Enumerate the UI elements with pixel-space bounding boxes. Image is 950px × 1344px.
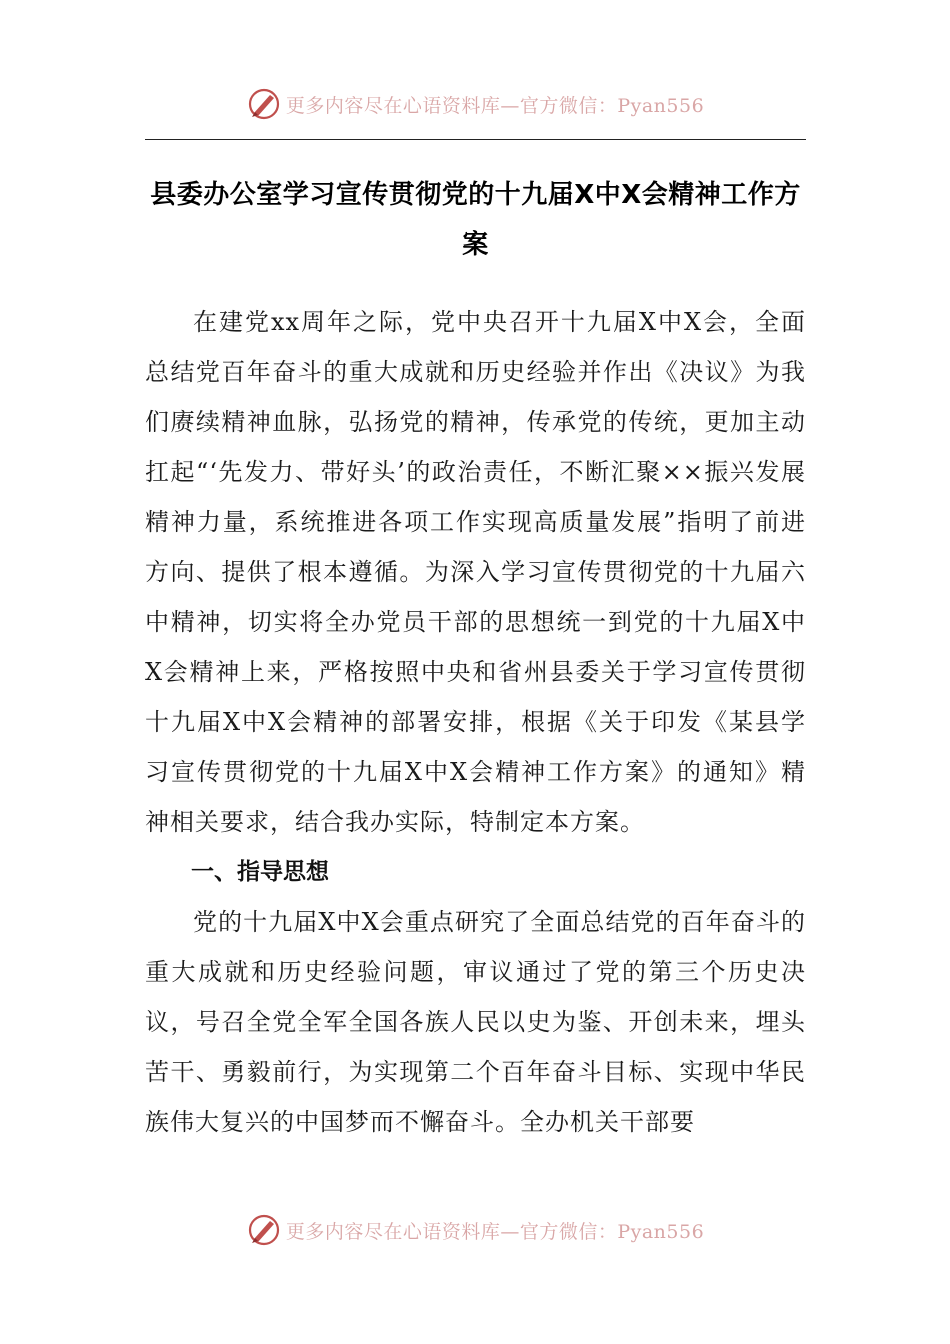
section-heading-guiding-thought: 一、指导思想 xyxy=(191,859,329,885)
section-paragraph-guiding-thought: 党的十九届X中X会重点研究了全面总结党的百年奋斗的重大成就和历史经验问题，审议通过了党的第三个历史决议，号召全党全军全国各族人民以史为鉴、开创未来，埋头苦干、勇毅前行，为实现第二个百年奋斗目标、实现中华民族伟大复兴的中国梦而不懈奋斗。全办机关干部要 xyxy=(145,908,806,1136)
document-body xyxy=(145,297,806,1147)
pen-circle-logo-icon xyxy=(246,1212,282,1248)
intro-paragraph: 在建党xx周年之际，党中央召开十九届X中X会，全面总结党百年奋斗的重大成就和历史经验并作出《决议》为我们赓续精神血脉，弘扬党的精神，传承党的传统，更加主动扛起“‘先发力、带好头’的政治责任，不断汇聚××振兴发展精神力量，系统推进各项工作实现高质量发展”指明了前进方向、提供了根本遵循。为深入学习宣传贯彻党的十九届六中精神，切实将全办党员干部的思想统一到党的十九届X中X会精神上来，严格按照中央和省州县委关于学习宣传贯彻十九届X中X会精神的部署安排，根据《关于印发《某县学习宣传贯彻党的十九届X中X会精神工作方案》的通知》精神相关要求，结合我办实际，特制定本方案。 xyxy=(145,308,806,836)
pen-circle-logo-icon xyxy=(246,86,282,122)
document-title: 县委办公室学习宣传贯彻党的十九届X中X会精神工作方案 xyxy=(150,180,801,260)
header-watermark-banner xyxy=(0,84,950,124)
footer-watermark-text: 更多内容尽在心语资料库—官方微信：Pyan556 xyxy=(285,1220,705,1243)
header-divider xyxy=(145,139,806,140)
footer-watermark-banner xyxy=(0,1210,950,1250)
header-watermark-text: 更多内容尽在心语资料库—官方微信：Pyan556 xyxy=(285,94,705,117)
